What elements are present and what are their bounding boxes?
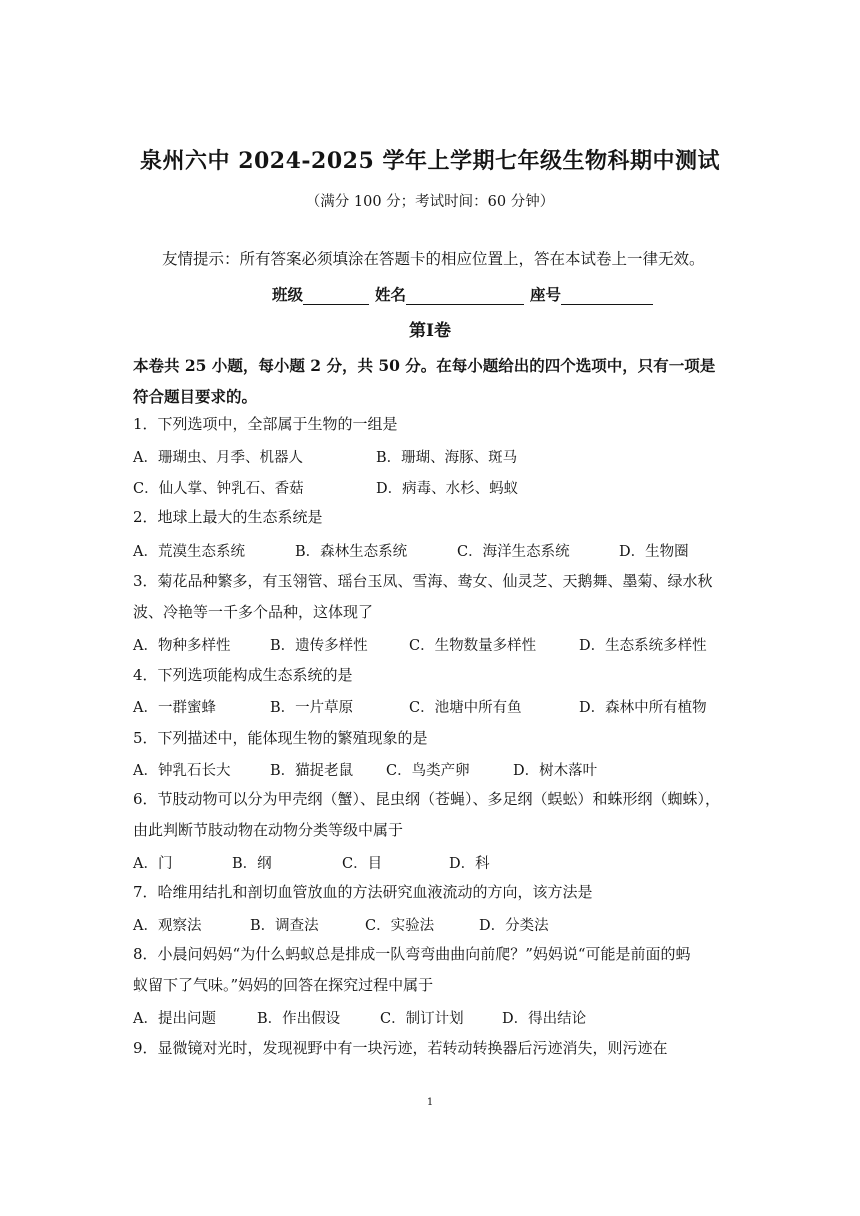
question-3-stem-line-1: 3．菊花品种繁多，有玉翎管、瑶台玉凤、雪海、鸯女、仙灵芝、天鹅舞、墨菊、绿水秋 bbox=[133, 572, 713, 590]
question-8-stem-line-1: 8．小晨问妈妈“为什么蚂蚁总是排成一队弯弯曲曲向前爬？”妈妈说“可能是前面的蚂 bbox=[133, 945, 691, 963]
class-blank bbox=[303, 288, 369, 305]
question-7-stem: 7．哈维用结扎和剖切血管放血的方法研究血液流动的方向，该方法是 bbox=[133, 883, 593, 901]
question-2-option-d: D．生物圈 bbox=[619, 544, 689, 560]
question-5-stem: 5．下列描述中，能体现生物的繁殖现象的是 bbox=[133, 729, 428, 747]
question-7-option-a: A．观察法 bbox=[133, 918, 202, 934]
question-8-option-d: D．得出结论 bbox=[502, 1011, 587, 1027]
question-3-stem-line-2: 波、冷艳等一千多个品种，这体现了 bbox=[133, 603, 374, 621]
question-1-option-d: D．病毒、水杉、蚂蚁 bbox=[376, 481, 519, 497]
seat-label: 座号 bbox=[530, 285, 562, 304]
question-1-option-a: A．珊瑚虫、月季、机器人 bbox=[133, 450, 303, 466]
section-instructions: 本卷共 25 小题，每小题 2 分，共 50 分。在每小题给出的四个选项中，只有一项是符合题目要求的。 bbox=[133, 356, 716, 406]
section-title: 第Ⅰ卷 bbox=[409, 321, 451, 341]
question-4-option-c: C．池塘中所有鱼 bbox=[409, 700, 522, 716]
question-3-option-a: A．物种多样性 bbox=[133, 638, 231, 654]
question-4-option-a: A．一群蜜蜂 bbox=[133, 700, 216, 716]
question-1-option-b: B．珊瑚、海豚、斑马 bbox=[376, 450, 518, 466]
question-2-stem: 2．地球上最大的生态系统是 bbox=[133, 508, 323, 526]
name-blank bbox=[406, 288, 524, 305]
question-3-option-d: D．生态系统多样性 bbox=[579, 638, 707, 654]
student-info-row bbox=[272, 283, 659, 305]
seat-blank bbox=[561, 288, 653, 305]
name-label: 姓名 bbox=[375, 285, 407, 304]
question-7-option-b: B．调查法 bbox=[250, 918, 319, 934]
class-label: 班级 bbox=[272, 285, 304, 304]
question-8-option-c: C．制订计划 bbox=[380, 1011, 464, 1027]
question-6-stem-line-1: 6．节肢动物可以分为甲壳纲（蟹）、昆虫纲（苍蝇）、多足纲（蜈蚣）和蛛形纲（蜘蛛）， bbox=[133, 790, 721, 808]
question-4-option-b: B．一片草原 bbox=[270, 700, 354, 716]
question-3-option-b: B．遗传多样性 bbox=[270, 638, 368, 654]
question-2-option-c: C．海洋生态系统 bbox=[457, 544, 570, 560]
exam-title: 泉州六中 2024-2025 学年上学期七年级生物科期中测试 bbox=[140, 148, 720, 174]
question-2-option-b: B．森林生态系统 bbox=[295, 544, 408, 560]
exam-tip: 友情提示：所有答案必须填涂在答题卡的相应位置上，答在本试卷上一律无效。 bbox=[162, 250, 705, 268]
question-6-stem-line-2: 由此判断节肢动物在动物分类等级中属于 bbox=[133, 821, 404, 839]
question-6-option-d: D．科 bbox=[449, 856, 490, 872]
question-2-option-a: A．荒漠生态系统 bbox=[133, 544, 245, 560]
question-5-option-a: A．钟乳石长大 bbox=[133, 763, 231, 779]
question-8-stem-line-2: 蚁留下了气味。”妈妈的回答在探究过程中属于 bbox=[133, 976, 434, 994]
question-4-option-d: D．森林中所有植物 bbox=[579, 700, 707, 716]
question-8-option-b: B．作出假设 bbox=[257, 1011, 341, 1027]
question-4-stem: 4．下列选项能构成生态系统的是 bbox=[133, 666, 353, 684]
question-5-option-b: B．猫捉老鼠 bbox=[270, 763, 354, 779]
question-1-stem: 1．下列选项中，全部属于生物的一组是 bbox=[133, 415, 398, 433]
question-8-option-a: A．提出问题 bbox=[133, 1011, 216, 1027]
question-5-option-c: C．鸟类产卵 bbox=[386, 763, 470, 779]
question-7-option-c: C．实验法 bbox=[365, 918, 435, 934]
question-7-option-d: D．分类法 bbox=[479, 918, 549, 934]
question-9-stem: 9．显微镜对光时，发现视野中有一块污迹，若转动转换器后污迹消失，则污迹在 bbox=[133, 1039, 668, 1057]
question-1-option-c: C．仙人掌、钟乳石、香菇 bbox=[133, 481, 304, 497]
question-6-option-c: C．目 bbox=[342, 856, 383, 872]
question-3-option-c: C．生物数量多样性 bbox=[409, 638, 537, 654]
question-6-option-b: B．纲 bbox=[232, 856, 272, 872]
question-6-option-a: A．门 bbox=[133, 856, 173, 872]
question-5-option-d: D．树木落叶 bbox=[513, 763, 598, 779]
page-number: 1 bbox=[426, 1097, 434, 1108]
exam-subtitle: （满分 100 分；考试时间：60 分钟） bbox=[305, 194, 555, 210]
